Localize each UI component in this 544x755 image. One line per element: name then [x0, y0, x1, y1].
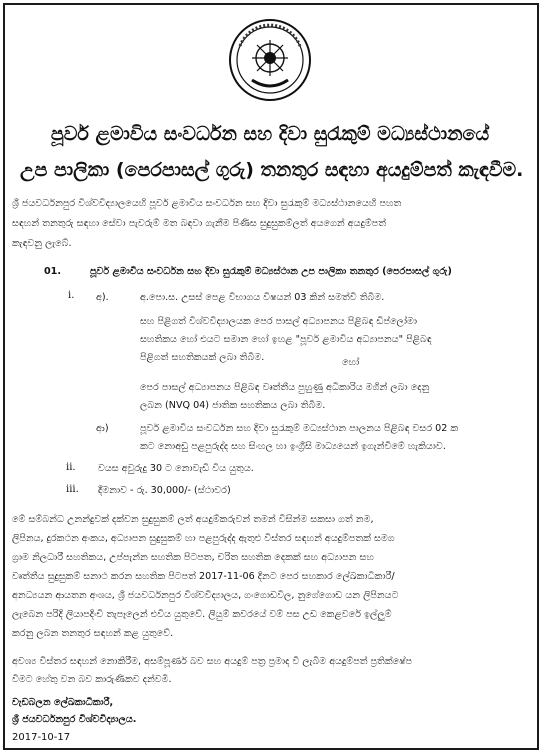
requirement-a-label: අ). — [96, 292, 109, 303]
or-label: හෝ — [342, 357, 360, 368]
signatory-organization: ශ්‍රී ජයවර්ධනපුර විශ්වවිද්‍යාලය. — [12, 714, 137, 725]
body-line: ග්‍රාම නිලධාරී සහතිකය, උප්පැන්න සහතික පිටපත, චරිත සහතික දෙකක් සහ අධ්‍යාපන සහ — [12, 552, 374, 563]
requirement-ii-marker: ii. — [66, 462, 76, 473]
body-line: කරනු ලබන තනතුර සඳහන් කළ යුතුවේ. — [12, 628, 174, 639]
intro-line: කැඳවනු ලැබේ. — [12, 238, 72, 249]
requirement-line: පෙර පාසල් අධ්‍යාපනය පිළිබඳ වෘත්තීය පුහුණු අධිකාරිය මගින් ලබා දෙනු — [140, 382, 430, 393]
notice-title-line-2: උප පාලිකා (පෙරපාසල් ගුරු) තනතුර සඳහා අයදුම්පත් කැඳවීම. — [20, 159, 524, 181]
section-number: 01. — [44, 266, 61, 277]
requirement-line: පූර්ව ළමාවිය සංවර්ධන සහ දිවා සුරැකුම් මධ්‍යස්ථාන පාලනය පිළිබඳ වසර 02 ක — [140, 423, 459, 434]
university-crest-icon — [228, 18, 312, 102]
notice-date: 2017-10-17 — [12, 732, 71, 743]
body-line: වෘත්තීය සුදුසුකම් සනාථ කරන සහතික පිටපත් 2017-11-06 දිනට පෙර සහකාර ලේඛකාධිකාරී/ — [12, 571, 395, 582]
body-line: මේ සම්බන්ධ උනන්දුවක් දක්වන සුදුසුකම් ලත් අයදුම්කරුවන් තමන් විසින්ම සකසා ගත් නම, — [12, 514, 374, 525]
body-line: ලිපිනය, දුරකථන අංකය, අධ්‍යාපන සුදුසුකම් හා පළපුරුද්ද ඇතුළු විස්තර සඳහන් අයදුම්පතක් සමග — [12, 533, 395, 544]
requirement-i-marker: i. — [68, 290, 75, 301]
requirement-iii-marker: iii. — [66, 484, 79, 495]
intro-line: ශ්‍රී ජයවර්ධනපුර විශ්වවිද්‍යාලයෙහි පූර්ව ළමාවිය සංවර්ධන සහ දිවා සුරැකුම් මධ්‍යස්ථානයෙහි පහත — [12, 198, 402, 209]
requirement-line: සහ පිළිගත් විශ්වවිද්‍යාලයක පෙර පාසල් අධ්‍යාපනය පිළිබඳ ඩිප්ලෝමා — [140, 316, 418, 327]
requirement-line: පිළිගත් සහතිකයක් ලබා තිබීම. — [140, 352, 265, 363]
signatory-title: වැඩබලන ලේඛකාධිකාරී, — [12, 697, 114, 708]
note-line: අවශ්‍ය විස්තර සඳහන් නොකිරීම, අසම්පූර්ණ බව සහ අයදුම් පත්‍ර ප්‍රමාද වී ලැබීම අයදුම්පත් ප්‍රතික්ෂේප — [12, 656, 413, 667]
requirement-line: අ.පො.ස. උසස් පෙළ විභාගය විෂයන් 03 කින් සමත්වී තිබීම. — [140, 292, 385, 303]
body-line: අනධ්‍යයන ආයතන අංශය, ශ්‍රී ජයවර්ධනපුර විශ්වවිද්‍යාලය, ගංගොඩවිල, නුගේගොඩ යන ලිපිනයට — [12, 590, 399, 601]
requirement-allowance: දීමනාව - රු. 30,000/- (ස්ථාවර) — [98, 485, 231, 496]
requirement-line: කට නොඅඩු පළපුරුද්ද සහ සිංහල හා ඉංග්‍රීසි මාධ්‍යයෙන් ඉගැන්වීමේ හැකියාව. — [140, 441, 446, 452]
requirement-line: ලබන (NVQ 04) ජාතික සහතිකය ලබා තිබීම. — [140, 400, 326, 411]
intro-line: සඳහන් තනතුරු සඳහා සේවා පැවරුම් මත බඳවා ගැනීම පිණිස සුදුසුකම්ලත් අයගෙන් අයදුම්පත් — [12, 218, 387, 229]
notice-title-line-1: පූර්ව ළමාවිය සංවර්ධන සහ දිවා සුරැකුම් මධ්‍යස්ථානයේ — [50, 123, 490, 145]
requirement-age: වයස අවුරුදු 30 ට නොවැඩි විය යුතුය. — [98, 463, 254, 474]
requirement-b-label: ආ) — [96, 423, 109, 434]
body-line: ලැබෙන පරිදි ලියාපදිංචි තැපෑලෙන් එවිය යුතුවේ. ලියුම් කවරයේ වම් පස උඩ කෙළවරේ ඉල්ලුම් — [12, 609, 392, 620]
note-line: වීමට හේතු වන බව කාරුණිකව දන්වමි. — [12, 674, 172, 685]
section-title: පූර්ව ළමාවිය සංවර්ධන සහ දිවා සුරැකුම් මධ්‍යස්ථාන උප පාලිකා තනතුර (පෙරපාසල් ගුරු) — [90, 266, 452, 277]
requirement-line: සහතිකය හෝ එයට සමාන හෝ ඉහළ "පූර්ව ළමාවිය අධ්‍යාපනය" පිළිබඳ — [140, 334, 432, 345]
